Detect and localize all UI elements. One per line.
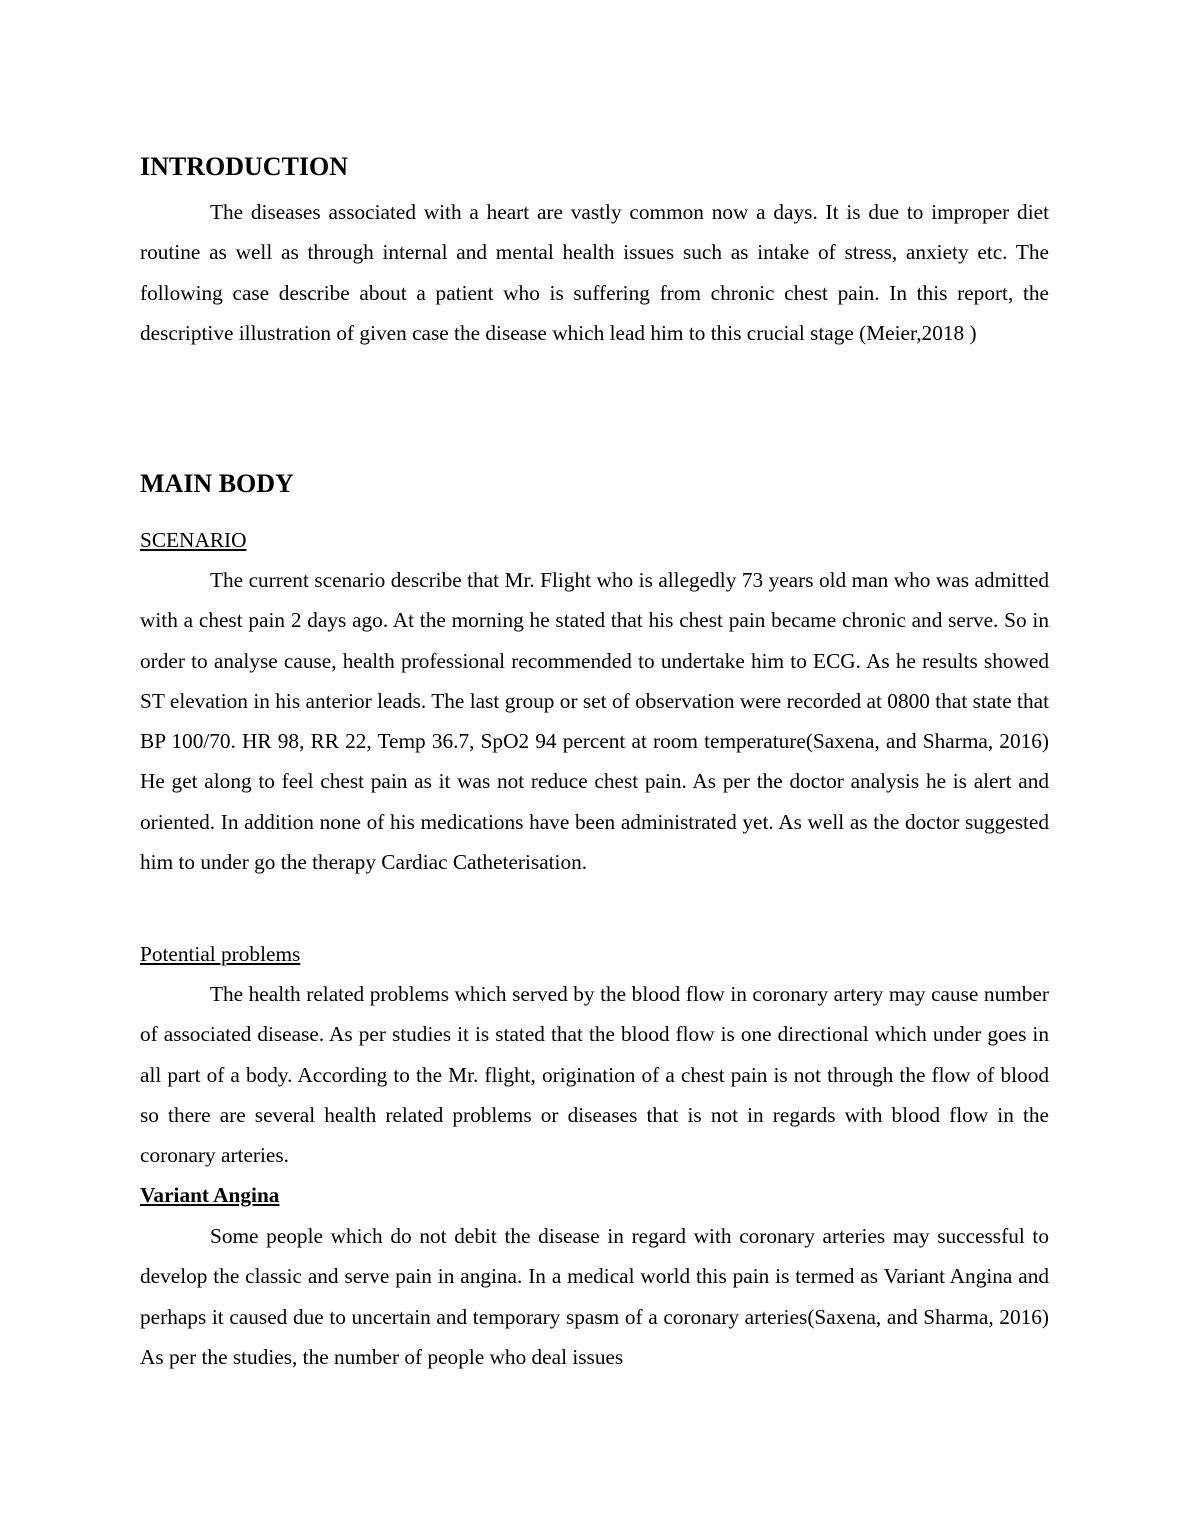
variant-angina-heading: Variant Angina	[140, 1183, 280, 1207]
introduction-heading: INTRODUCTION	[140, 152, 349, 181]
introduction-paragraph: The diseases associated with a heart are vastly common now a days. It is due to improper diet routine as well as through internal and mental health issues such as intake of stress, anxiety etc. The following case describe about a patient who is suffering from chronic chest pain. In this report, the descriptive illustration of given case the disease which lead him to this crucial stage (Meier,2018 )	[140, 200, 1049, 345]
scenario-paragraph: The current scenario describe that Mr. Flight who is allegedly 73 years old man who was admitted with a chest pain 2 days ago. At the morning he stated that his chest pain became chronic and serve. So in order to analyse cause, health professional recommended to undertake him to ECG. As he results showed ST elevation in his anterior leads. The last group or set of observation were recorded at 0800 that state that BP 100/70. HR 98, RR 22, Temp 36.7, SpO2 94 percent at room temperature(Saxena, and Sharma, 2016) He get along to feel chest pain as it was not reduce chest pain. As per the doctor analysis he is alert and oriented. In addition none of his medications have been administrated yet. As well as the doctor suggested him to under go the therapy Cardiac Catheterisation.	[140, 568, 1049, 875]
potential-problems-paragraph: The health related problems which served by the blood flow in coronary artery may cause number of associated disease. As per studies it is stated that the blood flow is one directional which under goes in all part of a body. According to the Mr. flight, origination of a chest pain is not through the flow of blood so there are several health related problems or diseases that is not in regards with blood flow in the coronary arteries.	[140, 982, 1049, 1168]
variant-angina-paragraph: Some people which do not debit the disease in regard with coronary arteries may successful to develop the classic and serve pain in angina. In a medical world this pain is termed as Variant Angina and perhaps it caused due to uncertain and temporary spasm of a coronary arteries(Saxena, and Sharma, 2016) As per the studies, the number of people who deal issues	[140, 1224, 1049, 1369]
scenario-heading: SCENARIO	[140, 528, 247, 552]
potential-problems-heading: Potential problems	[140, 942, 301, 966]
main-body-heading: MAIN BODY	[140, 469, 294, 498]
